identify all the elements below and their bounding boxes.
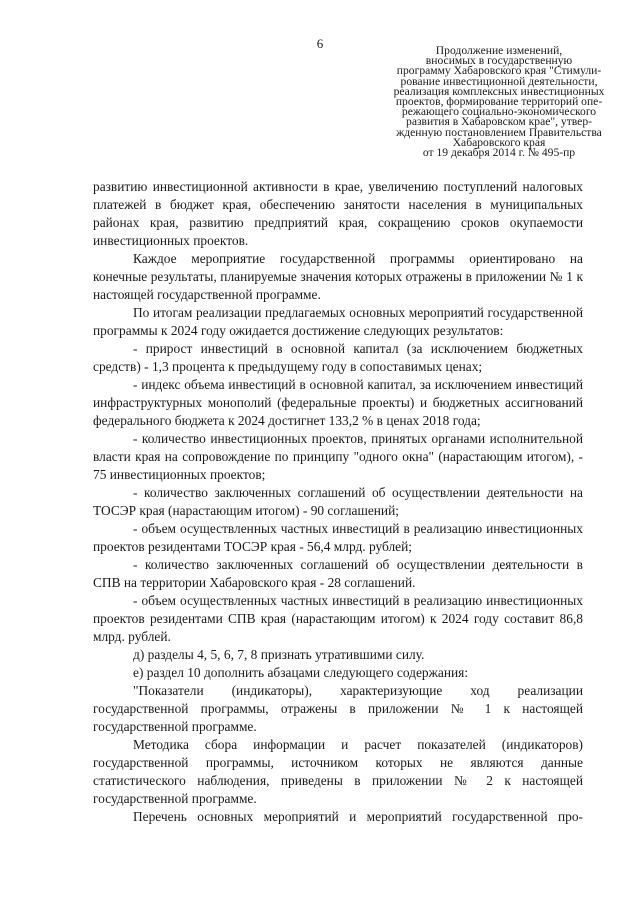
header-line: проектов, формирование территорий опе- <box>395 95 603 109</box>
header-line: вносимых в государственную <box>425 54 573 68</box>
list-item: - объем осуществленных частных инвестиций в реализацию инвестиционных проектов резидентами ТОСЭР края - 56,4 млрд. рублей; <box>93 521 583 554</box>
list-item: - количество заключенных соглашений об осуществлении деятельности в СПВ на территории Хабаровского края - 28 соглашений. <box>93 557 583 590</box>
header-line: реализация комплексных инвестиционных <box>393 84 605 98</box>
header-line: рование инвестиционной деятельности, <box>400 74 598 88</box>
header-line: жденную постановлением Правительства <box>396 125 602 139</box>
list-item: - индекс объема инвестиций в основной капитал, за исключением инвестиций инфраструктурных монополий (федеральные проекты) и бюджетных ассигнований федерального бюджета к 2024 достигнет 133,2 % в ценах 2018 года; <box>93 377 583 428</box>
list-item: - объем осуществленных частных инвестиций в реализацию инвестиционных проектов резидентами СПВ края (нарастающим итогом) к 2024 году составит 86,8 млрд. рублей. <box>93 593 583 644</box>
paragraph: Перечень основных мероприятий и мероприятий государственной про- <box>133 809 583 824</box>
paragraph: Каждое мероприятие государственной программы ориентировано на конечные результаты, планируемые значения которых отражены в приложении № 1 к настоящей государственной программе. <box>93 251 583 302</box>
list-item: - количество инвестиционных проектов, принятых органами исполнительной власти края на сопровождение по принципу "одного окна" (нарастающим итогом), - 75 инвестиционных проектов; <box>93 431 583 482</box>
header-line: от 19 декабря 2014 г. № 495-пр <box>422 146 576 160</box>
paragraph: "Показатели (индикаторы), характеризующие ход реализации государственной программы, отражены в приложении № 1 к настоящей государственной программе. <box>93 683 583 734</box>
body-text <box>93 178 583 826</box>
amendment-header <box>372 46 626 158</box>
header-line: режающего социально-экономического <box>401 105 597 119</box>
page-number: 6 <box>316 36 324 51</box>
header-line: Продолжение изменений, <box>435 44 563 57</box>
paragraph: д) разделы 4, 5, 6, 7, 8 признать утратившими силу. <box>133 647 425 662</box>
paragraph: развитию инвестиционной активности в крае, увеличению поступлений налоговых платежей в бюджет края, обеспечению занятости населения в муниципальных районах края, развитию предприятий края, сокращению сроков окупаемости инвестиционных проектов. <box>93 179 583 248</box>
paragraph: По итогам реализации предлагаемых основных мероприятий государственной программы к 2024 году ожидается достижение следующих результатов: <box>93 305 583 338</box>
list-item: - прирост инвестиций в основной капитал (за исключением бюджетных средств) - 1,3 процента к предыдущему году в сопоставимых ценах; <box>93 341 583 374</box>
header-line: развития в Хабаровском крае", утвер- <box>406 115 592 129</box>
paragraph: Методика сбора информации и расчет показателей (индикаторов) государственной программы, источником которых не являются данные статистического наблюдения, приведены в приложении № 2 к настоящей государственной программе. <box>93 737 583 806</box>
list-item: - количество заключенных соглашений об осуществлении деятельности на ТОСЭР края (нарастающим итогом) - 90 соглашений; <box>93 485 583 518</box>
header-line: Хабаровского края <box>452 135 546 149</box>
header-line: программу Хабаровского края "Стимули- <box>396 64 602 78</box>
paragraph: е) раздел 10 дополнить абзацами следующего содержания: <box>133 665 469 680</box>
